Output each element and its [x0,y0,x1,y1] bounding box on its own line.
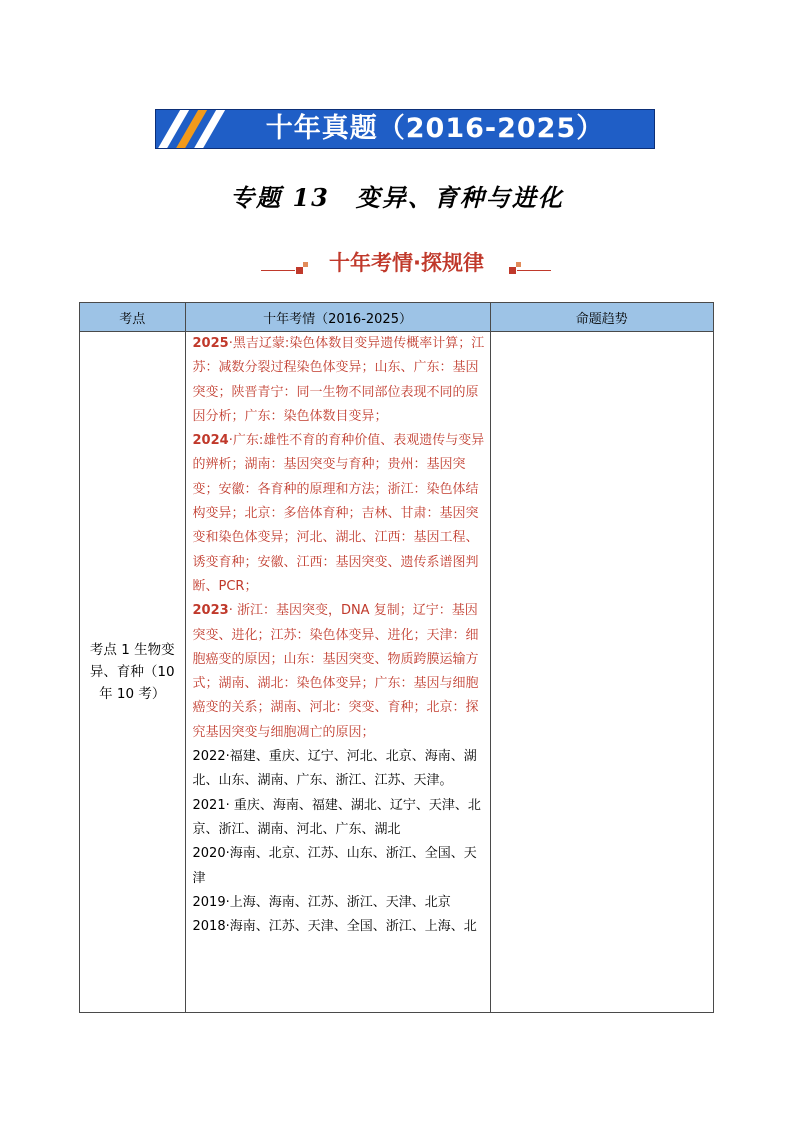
trend-cell [490,332,713,1013]
year-entry [193,915,486,939]
history-entries [193,332,486,1012]
entry-year: 2021 [192,797,226,813]
heading-ornament [296,267,303,274]
year-entry [193,745,486,794]
entry-text: ·福建、重庆、辽宁、河北、北京、海南、湖北、山东、湖南、广东、浙江、江苏、天津。 [192,749,477,789]
entry-year: 2020 [192,846,226,862]
heading-rule-left [261,270,295,271]
year-entry [193,599,486,745]
section-heading [0,248,794,278]
entry-text: · 重庆、海南、福建、湖北、辽宁、天津、北京、浙江、湖南、河北、广东、湖北 [192,797,481,837]
entry-text: ·广东:雄性不育的育种价值、表观遗传与变异的辨析；湖南：基因突变与育种；贵州：基因突变；安徽：各育种的原理和方法；浙江：染色体结构变异；北京：多倍体育种；吉林、甘肃：基因突变和染色体变异；河北、湖北、江西：基因工程、诱变育种；安徽、江西：基因突变、遗传系谱图判断、PCR； [192,433,485,594]
entry-year: 2024 [192,433,229,449]
history-cell [185,332,490,1013]
header-trend: 命题趋势 [490,303,713,332]
entry-year: 2025 [192,336,229,351]
entry-text: · 浙江：基因突变，DNA 复制；辽宁：基因突变、进化；江苏：染色体变异、进化；天津：细胞癌变的原因；山东：基因突变、物质跨膜运输方式；湖南、湖北：染色体变异；广东：基因与细胞癌变的关系；湖南、河北：突变、育种；北京：探究基因突变与细胞凋亡的原因； [192,603,479,740]
year-entry [193,842,486,891]
table-header-row [80,303,714,332]
entry-text: ·海南、北京、江苏、山东、浙江、全国、天津 [192,846,477,886]
heading-ornament [516,262,521,267]
section-title: 十年考情·探规律 [329,251,484,275]
year-entry [193,429,486,599]
entry-year: 2023 [192,603,229,619]
year-entry [193,332,486,429]
entry-text: ·上海、海南、江苏、浙江、天津、北京 [225,894,451,910]
header-kaodian: 考点 [80,303,186,332]
entry-year: 2019 [192,894,226,910]
kaodian-cell: 考点 1 生物变异、育种（10 年 10 考） [80,332,186,1013]
topic-title: 专题 13 变异、育种与进化 [230,183,564,212]
table-row [80,332,714,1013]
heading-rule-right [517,270,551,271]
title-banner [155,109,655,149]
entry-text: ·黑吉辽蒙:染色体数目变异遗传概率计算；江苏：减数分裂过程染色体变异；山东、广东：基因突变；陕晋青宁：同一生物不同部位表现不同的原因分析；广东：染色体数目变异； [192,336,485,424]
header-history: 十年考情（2016-2025） [185,303,490,332]
exam-table [79,302,714,1013]
entry-year: 2022 [192,749,226,765]
entry-text: ·海南、江苏、天津、全国、浙江、上海、北 [225,919,477,935]
year-entry [193,794,486,843]
banner-title: 十年真题（2016-2025） [265,113,605,144]
year-entry [193,891,486,915]
entry-year: 2018 [192,919,226,935]
heading-ornament [509,267,516,274]
